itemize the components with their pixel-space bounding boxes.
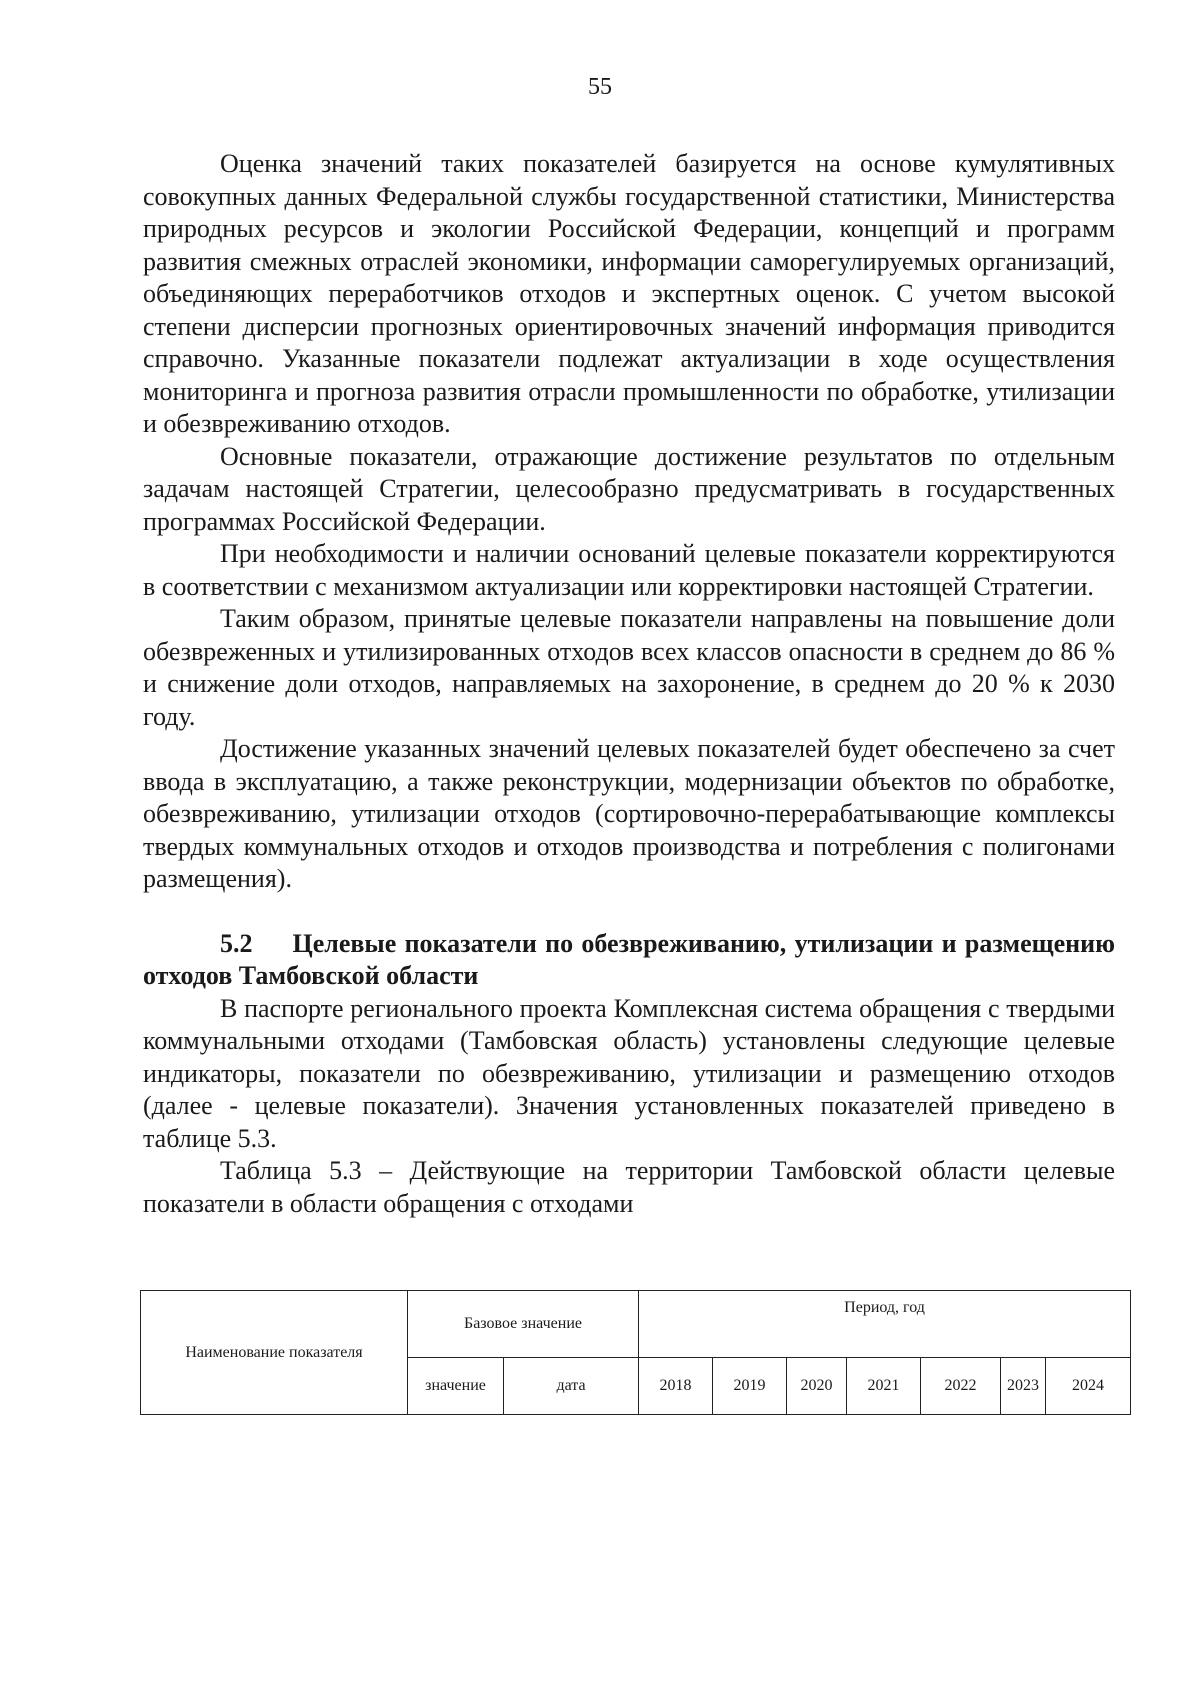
section-number: 5.2 xyxy=(220,928,253,958)
subheader-value: значение xyxy=(408,1358,504,1415)
paragraph: Основные показатели, отражающие достижение результатов по отдельным задачам настоящей Стратегии, целесообразно предусматривать в государственных программах Российской Федерации. xyxy=(143,441,1115,536)
paragraph: При необходимости и наличии оснований целевые показатели корректируются в соответствии с механизмом актуализации или корректировки настоящей Стратегии. xyxy=(143,539,1115,601)
table-caption: Таблица 5.3 – Действующие на территории Тамбовской области целевые показатели в области обращения с отходами xyxy=(143,1156,1115,1218)
paragraph: Таким образом, принятые целевые показатели направлены на повышение доли обезвреженных и утилизированных отходов всех классов опасности в среднем до 86 % и снижение доли отходов, направляемых на захоронение, в среднем до 20 % к 2030 году. xyxy=(143,604,1115,731)
year-cell: 2023 xyxy=(1001,1358,1046,1415)
year-cell: 2020 xyxy=(787,1358,847,1415)
indicators-table-wrapper xyxy=(140,1290,1130,1415)
page-number: 55 xyxy=(588,74,612,100)
document-body xyxy=(143,148,1115,1220)
year-cell: 2024 xyxy=(1046,1358,1131,1415)
header-base-value: Базовое значение xyxy=(408,1291,639,1358)
header-period: Период, год xyxy=(639,1291,1131,1358)
subheader-date: дата xyxy=(504,1358,639,1415)
header-indicator-name: Наименование показателя xyxy=(141,1291,408,1415)
section-title: Целевые показатели по обезвреживанию, утилизации и размещению отходов Тамбовской области xyxy=(143,928,1115,990)
year-cell: 2018 xyxy=(639,1358,713,1415)
year-cell: 2021 xyxy=(847,1358,921,1415)
year-cell: 2022 xyxy=(921,1358,1001,1415)
paragraph: Оценка значений таких показателей базируется на основе кумулятивных совокупных данных Федеральной службы государственной статистики, Министерства природных ресурсов и экологии Российской Федерации, концепций и программ развития смежных отраслей экономики, информации саморегулируемых организаций, объединяющих переработчиков отходов и экспертных оценок. С учетом высокой степени дисперсии прогнозных ориентировочных значений информация приводится справочно. Указанные показатели подлежат актуализации в ходе осуществления мониторинга и прогноза развития отрасли промышленности по обработке, утилизации и обезвреживанию отходов. xyxy=(143,149,1115,438)
paragraph: Достижение указанных значений целевых показателей будет обеспечено за счет ввода в эксплуатацию, а также реконструкции, модернизации объектов по обработке, обезвреживанию, утилизации отходов (сортировочно-перерабатывающие комплексы твердых коммунальных отходов и отходов производства и потребления с полигонами размещения). xyxy=(143,734,1115,893)
paragraph: В паспорте регионального проекта Комплексная система обращения с твердыми коммунальными отходами (Тамбовская область) установлены следующие целевые индикаторы, показатели по обезвреживанию, утилизации и размещению отходов (далее - целевые показатели). Значения установленных показателей приведено в таблице 5.3. xyxy=(143,993,1115,1153)
indicators-table xyxy=(140,1290,1131,1415)
year-cell: 2019 xyxy=(713,1358,787,1415)
section-heading xyxy=(143,928,1115,993)
table-header-row xyxy=(141,1291,1131,1358)
